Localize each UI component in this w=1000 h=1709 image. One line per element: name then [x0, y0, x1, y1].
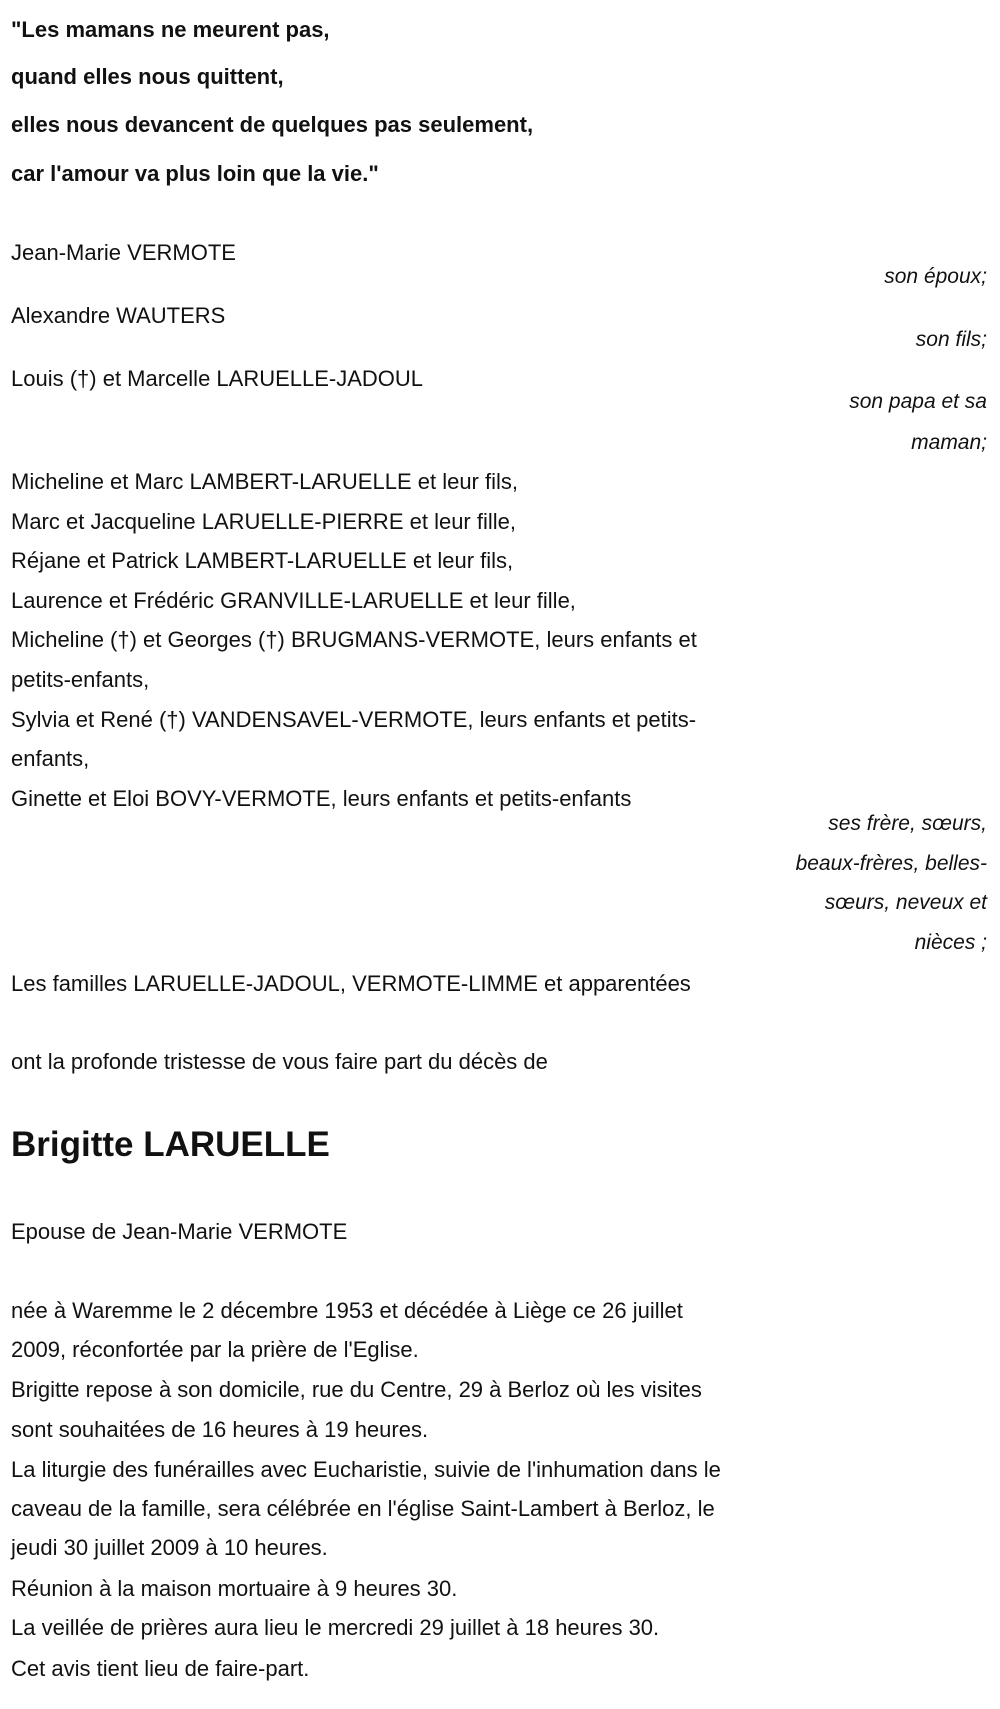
- quote-line: "Les mamans ne meurent pas,: [11, 17, 330, 42]
- sibling-line: enfants,: [11, 746, 90, 771]
- siblings-role: sœurs, neveux et: [824, 891, 987, 914]
- quote-line: quand elles nous quittent,: [11, 64, 284, 89]
- details-line: La veillée de prières aura lieu le mercredi 29 juillet à 18 heures 30.: [11, 1615, 660, 1640]
- families-line: Les familles LARUELLE-JADOUL, VERMOTE-LIMME et apparentées: [11, 971, 691, 996]
- deceased-name: Brigitte LARUELLE: [11, 1125, 330, 1164]
- sibling-line: Laurence et Frédéric GRANVILLE-LARUELLE et leur fille,: [11, 588, 576, 613]
- details-line: sont souhaitées de 16 heures à 19 heures.: [11, 1417, 429, 1442]
- details-line: caveau de la famille, sera célébrée en l'église Saint-Lambert à Berloz, le: [11, 1496, 715, 1521]
- siblings-role: nièces ;: [914, 931, 987, 954]
- quote-line: elles nous devancent de quelques pas seulement,: [11, 112, 534, 137]
- details-line: La liturgie des funérailles avec Eucharistie, suivie de l'inhumation dans le: [11, 1457, 721, 1482]
- spouse-name: Jean-Marie VERMOTE: [11, 240, 236, 265]
- sibling-line: Micheline et Marc LAMBERT-LARUELLE et leur fils,: [11, 469, 518, 494]
- sibling-line: Réjane et Patrick LAMBERT-LARUELLE et leur fils,: [11, 548, 514, 573]
- sibling-line: Marc et Jacqueline LARUELLE-PIERRE et leur fille,: [11, 509, 516, 534]
- parents-role: maman;: [911, 431, 987, 454]
- details-line: Cet avis tient lieu de faire-part.: [11, 1656, 310, 1681]
- details-line: jeudi 30 juillet 2009 à 10 heures.: [11, 1535, 328, 1560]
- details-line: Réunion à la maison mortuaire à 9 heures 30.: [11, 1576, 458, 1601]
- sibling-line: Sylvia et René (†) VANDENSAVEL-VERMOTE, leurs enfants et petits-: [11, 707, 697, 732]
- details-line: née à Waremme le 2 décembre 1953 et décédée à Liège ce 26 juillet: [11, 1298, 683, 1323]
- parents-role: son papa et sa: [849, 390, 987, 413]
- parents-name: Louis (†) et Marcelle LARUELLE-JADOUL: [11, 366, 424, 391]
- spouse-of: Epouse de Jean-Marie VERMOTE: [11, 1219, 348, 1244]
- details-line: Brigitte repose à son domicile, rue du Centre, 29 à Berloz où les visites: [11, 1377, 702, 1402]
- details-line: 2009, réconfortée par la prière de l'Eglise.: [11, 1337, 419, 1362]
- spouse-role: son époux;: [884, 265, 987, 288]
- son-role: son fils;: [915, 328, 987, 351]
- sibling-line: petits-enfants,: [11, 667, 150, 692]
- quote-line: car l'amour va plus loin que la vie.": [11, 161, 379, 186]
- siblings-role: ses frère, sœurs,: [828, 812, 987, 835]
- sibling-line: Ginette et Eloi BOVY-VERMOTE, leurs enfants et petits-enfants: [11, 786, 632, 811]
- son-name: Alexandre WAUTERS: [11, 303, 226, 328]
- siblings-role: beaux-frères, belles-: [795, 852, 987, 875]
- announcement: ont la profonde tristesse de vous faire part du décès de: [11, 1049, 548, 1074]
- sibling-line: Micheline (†) et Georges (†) BRUGMANS-VERMOTE, leurs enfants et: [11, 627, 697, 652]
